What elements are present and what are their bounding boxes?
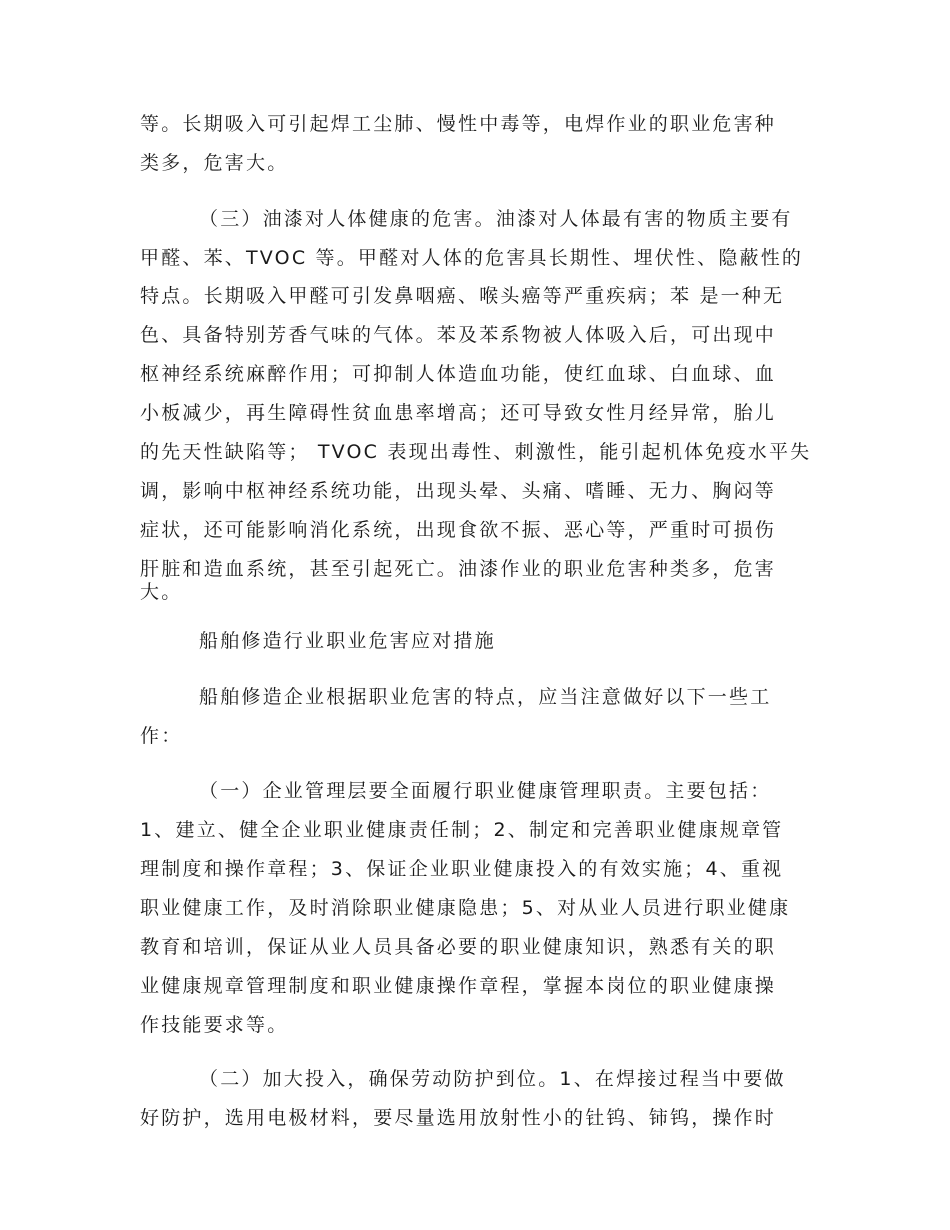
text-line: 船舶修造企业根据职业危害的特点，应当注意做好以下一些工 bbox=[199, 686, 772, 708]
text-line: 的先天性缺陷等； TVOC 表现出毒性、刺激性，能引起机体免疫水平失 bbox=[140, 441, 812, 463]
text-line: 职业健康工作，及时消除职业健康隐患；5、对从业人员进行职业健康 bbox=[140, 897, 791, 919]
text-line: 小板减少，再生障碍性贫血患率增高；还可导致女性月经异常，胎儿 bbox=[140, 402, 777, 424]
text-line: 业健康规章管理制度和职业健康操作章程，掌握本岗位的职业健康操 bbox=[140, 975, 777, 997]
text-line: 类多，危害大。 bbox=[140, 152, 289, 174]
text-line: 1、建立、健全企业职业健康责任制；2、制定和完善职业健康规章管 bbox=[140, 819, 784, 841]
paragraph-heading-3: （三）油漆对人体健康的危害。油漆对人体最有害的物质主要有 bbox=[199, 208, 793, 230]
text-line: 作技能要求等。 bbox=[140, 1014, 289, 1036]
section-heading: 船舶修造行业职业危害应对措施 bbox=[199, 630, 496, 652]
text-line: 教育和培训，保证从业人员具备必要的职业健康知识，熟悉有关的职 bbox=[140, 936, 777, 958]
text-line: 枢神经系统麻醉作用；可抑制人体造血功能，使红血球、白血球、血 bbox=[140, 363, 777, 385]
text-line: 肝脏和造血系统，甚至引起死亡。油漆作业的职业危害种类多，危害 bbox=[140, 558, 777, 580]
text-line: 好防护，选用电极材料，要尽量选用放射性小的钍钨、铈钨，操作时 bbox=[140, 1107, 777, 1129]
paragraph-heading-2: （二）加大投入，确保劳动防护到位。1、在焊接过程当中要做 bbox=[199, 1068, 786, 1090]
text-line: 色、具备特别芳香气味的气体。苯及苯系物被人体吸入后，可出现中 bbox=[140, 324, 777, 346]
text-line: 作： bbox=[140, 725, 183, 747]
text-line: 理制度和操作章程；3、保证企业职业健康投入的有效实施；4、重视 bbox=[140, 858, 784, 880]
paragraph-heading-1: （一）企业管理层要全面履行职业健康管理职责。主要包括： bbox=[199, 780, 772, 802]
text-line: 调，影响中枢神经系统功能，出现头晕、头痛、嗜睡、无力、胸闷等 bbox=[140, 480, 777, 502]
text-line: 特点。长期吸入甲醛可引发鼻咽癌、喉头癌等严重疾病；苯 是一种无 bbox=[140, 285, 785, 307]
text-line: 甲醛、苯、TVOC 等。甲醛对人体的危害具长期性、埋伏性、隐蔽性的 bbox=[140, 247, 804, 269]
text-line: 症状，还可能影响消化系统，出现食欲不振、恶心等，严重时可损伤 bbox=[140, 519, 777, 541]
text-line: 大。 bbox=[140, 581, 183, 603]
text-line: 等。长期吸入可引起焊工尘肺、慢性中毒等，电焊作业的职业危害种 bbox=[140, 113, 777, 135]
